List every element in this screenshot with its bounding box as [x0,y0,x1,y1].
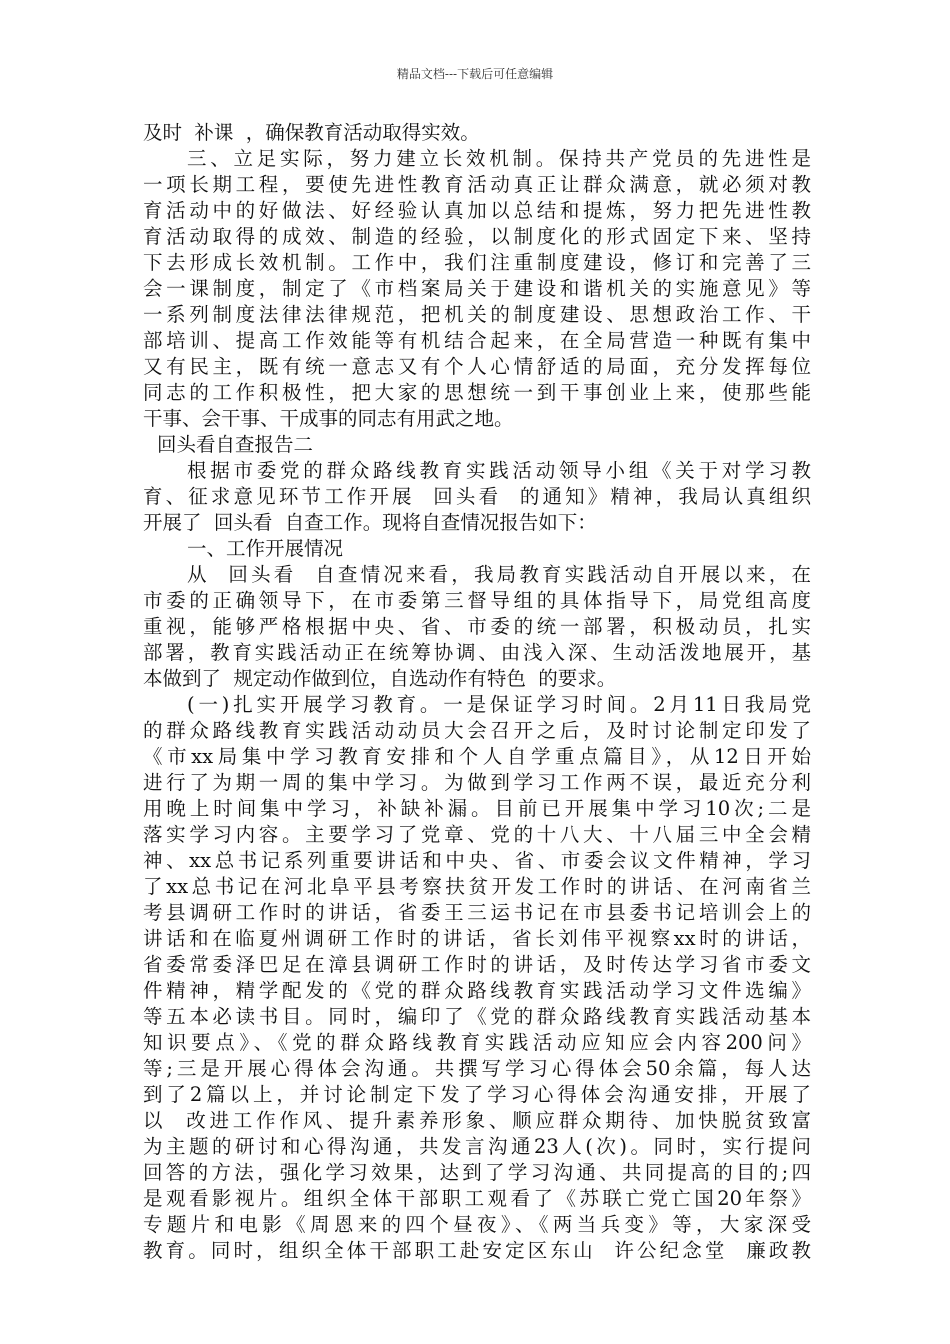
text-line: 本做到了 规定动作做到位，自选动作有特色 的要求。 [143,667,617,690]
text-line: 同志的工作积极性，把大家的思想统一到干事创业上来，使那些能 [143,381,811,404]
text-line: 市委的正确领导下，在市委第三督导组的具体指导下，局党组高度 [143,589,811,612]
text-line: (一)扎实开展学习教育。一是保证学习时间。2月11日我局党 [187,693,811,716]
text-line: 的群众路线教育实践活动动员大会召开之后，及时讨论制定印发了 [143,719,811,742]
text-line: 部培训、提高工作效能等有机结合起来，在全局营造一种既有集中 [143,329,811,352]
text-line: 会一课制度，制定了《市档案局关于建设和谐机关的实施意见》等 [143,277,811,300]
text-line: 省委常委泽巴足在漳县调研工作时的讲话，及时传达学习省市委文 [143,953,811,976]
text-line: 讲话和在临夏州调研工作时的讲话，省长刘伟平视察xx时的讲话， [143,927,811,950]
document-body [143,120,811,1264]
text-line: 一系列制度法律法律规范，把机关的制度建设、思想政治工作、干 [143,303,811,326]
text-line: 育活动中的好做法、好经验认真加以总结和提炼，努力把先进性教 [143,199,811,222]
text-line: 以 改进工作作风、提升素养形象、顺应群众期待、加快脱贫致富 [143,1109,811,1132]
page-header: 精品文档---下载后可任意编辑 [396,67,554,81]
text-line: 一项长期工程，要使先进性教育活动真正让群众满意，就必须对教 [143,173,811,196]
text-line: 等五本必读书目。同时，编印了《党的群众路线教育实践活动基本 [143,1005,811,1028]
text-line: 专题片和电影《周恩来的四个昼夜》、《两当兵变》等，大家深受 [143,1213,811,1236]
text-line: 教育。同时，组织全体干部职工赴安定区东山 许公纪念堂 廉政教 [143,1239,811,1262]
text-line: 及时 补课 ，确保教育活动取得实效。 [143,121,480,144]
text-line: 根据市委党的群众路线教育实践活动领导小组《关于对学习教 [187,459,811,482]
text-line: 回答的方法，强化学习效果，达到了学习沟通、共同提高的目的;四 [143,1161,811,1184]
text-line: 到了2篇以上，并讨论制定下发了学习心得体会沟通安排，开展了 [143,1083,811,1106]
text-line: 育、征求意见环节工作开展 回头看 的通知》精神，我局认真组织 [143,485,811,508]
text-line: 干事、会干事、干成事的同志有用武之地。 [143,407,514,430]
text-line: 重视，能够严格根据中央、省、市委的统一部署，积极动员，扎实 [143,615,811,638]
text-line: 《市xx局集中学习教育安排和个人自学重点篇目》，从12日开始 [143,745,811,768]
text-line: 等;三是开展心得体会沟通。共撰写学习心得体会50余篇，每人达 [143,1057,811,1080]
text-line: 开展了 回头看 自查工作。现将自查情况报告如下： [143,511,597,534]
text-line: 落实学习内容。主要学习了党章、党的十八大、十八届三中全会精 [143,823,811,846]
text-line: 育活动取得的成效、制造的经验，以制度化的形式固定下来、坚持 [143,225,811,248]
text-line: 下去形成长效机制。工作中，我们注重制度建设，修订和完善了三 [143,251,811,274]
text-line: 神、xx总书记系列重要讲话和中央、省、市委会议文件精神，学习 [143,849,811,872]
text-line: 进行了为期一周的集中学习。为做到学习工作两不误，最近充分利 [143,771,811,794]
text-line: 知识要点》、《党的群众路线教育实践活动应知应会内容200问》 [143,1031,811,1054]
text-line: 又有民主，既有统一意志又有个人心情舒适的局面，充分发挥每位 [143,355,811,378]
text-line: 部署，教育实践活动正在统筹协调、由浅入深、生动活泼地展开，基 [143,641,811,664]
text-line: 是观看影视片。组织全体干部职工观看了《苏联亡党亡国20年祭》 [143,1187,811,1210]
text-line: 用晚上时间集中学习，补缺补漏。目前已开展集中学习10次;二是 [143,797,811,820]
text-line: 三、立足实际，努力建立长效机制。保持共产党员的先进性是 [187,147,811,170]
text-line: 了xx总书记在河北阜平县考察扶贫开发工作时的讲话、在河南省兰 [143,875,811,898]
text-line: 一、工作开展情况 [187,537,344,560]
text-line: 为主题的研讨和心得沟通，共发言沟通23人(次)。同时，实行提问 [143,1135,811,1158]
text-line: 考县调研工作时的讲话，省委王三运书记在市县委书记培训会上的 [143,901,811,924]
text-line: 回头看自查报告二 [157,433,314,456]
text-line: 件精神，精学配发的《党的群众路线教育实践活动学习文件选编》 [143,979,811,1002]
text-line: 从 回头看 自查情况来看，我局教育实践活动自开展以来，在 [187,563,811,586]
